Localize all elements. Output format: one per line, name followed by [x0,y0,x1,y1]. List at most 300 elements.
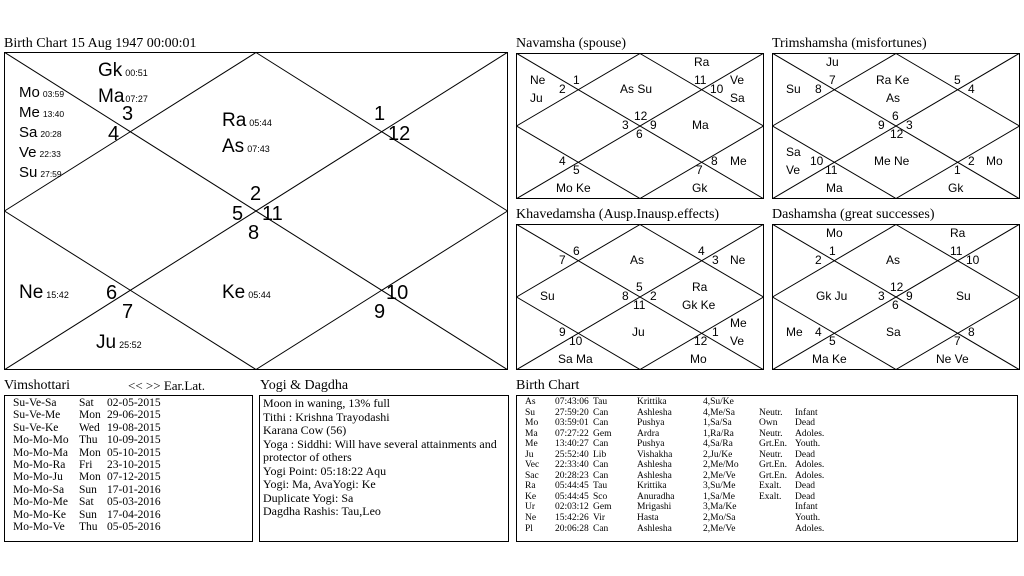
kha-sign-3: 2 [650,289,657,303]
dasha-row[interactable] [13,409,252,421]
dasha-date: 07-12-2015 [107,471,161,484]
main-planet-gk: Gk 00:51 [98,60,148,81]
tri-planet-ju: Ju [826,55,839,69]
planet-cell: Adoles. [795,470,825,481]
tri-sign-8: 8 [815,82,822,96]
nav-sign-6: 10 [710,82,724,96]
yogi-line: Moon in waning, 13% full [263,396,390,410]
planet-cell: 2,Ju/Ke [703,449,733,460]
next-button[interactable]: >> [145,378,161,393]
planet-cell [835,471,845,482]
planet-cell: 4,Su/Ke [703,397,734,407]
nav-planet-ju: Ju [530,91,543,105]
planet-cell: Anuradha [637,491,675,502]
planet-cell [759,397,795,408]
planet-row [525,502,1013,513]
dasha-row[interactable] [13,521,252,533]
tri-sign-11: 2 [968,154,975,168]
planet-cell: 13:40:27 [555,439,589,450]
vimshottari-title: Vimshottari [4,378,71,393]
planet-cell: Own [759,418,778,429]
main-sign-h5: 4 [108,123,120,145]
planet-cell: Ju [525,449,534,460]
planet-cell: Hasta [637,513,659,524]
das-sign-6: 10 [966,253,980,267]
planet-cell: Me [525,439,538,450]
tri-sign-9: 10 [810,154,824,168]
navamsha-chart[interactable] [516,53,764,199]
tri-planet-me-ne: Me Ne [874,154,910,168]
dasha-row[interactable] [13,496,252,508]
main-sign-h8: 7 [122,301,134,323]
dasha-date: 05-03-2016 [107,496,161,509]
kha-planet-gk-ke: Gk Ke [682,298,716,312]
yogi-line: Yoga : Siddhi: Will have several attainments and protector of others [263,436,497,464]
das-sign-11: 8 [968,325,975,339]
planet-cell [835,418,845,429]
kha-planet-sa-ma: Sa Ma [558,352,593,366]
planet-cell: Ardra [637,428,660,439]
planet-cell [835,502,845,513]
trimshamsha-chart[interactable] [772,53,1020,199]
planet-cell [759,513,795,524]
planet-cell: Adoles. [795,460,825,471]
planet-row [525,450,1013,461]
main-planet-ve: Ve 22:33 [19,144,61,161]
das-planet-mo: Mo [826,226,843,240]
planet-cell: 07:43:06 [555,397,589,407]
planet-cell: 07:27:22 [555,428,589,439]
das-sign-3: 9 [906,289,913,303]
planet-cell: Su [525,407,536,418]
planet-cell: Youth. [795,439,821,450]
planet-cell: Tau [593,397,608,407]
kha-planet-ve: Ve [730,334,745,348]
tri-planet-su: Su [786,82,801,96]
planet-cell: Can [593,470,609,481]
yogi-line: Duplicate Yogi: Sa [263,490,354,505]
tri-planet-mo: Mo [986,154,1003,168]
planet-cell: 4,Me/Sa [703,407,735,418]
yogi-line: Karana Cow (56) [263,423,347,437]
das-planet-ne-ve: Ne Ve [936,352,969,366]
dasha-period: Mo-Mo-Me [13,496,68,509]
das-sign-5: 11 [950,244,963,258]
dashamsha-chart[interactable] [772,224,1020,370]
nav-sign-8: 2 [559,82,566,96]
kha-planet-me: Me [730,316,747,330]
dasha-period: Mo-Mo-Sa [13,483,65,496]
planet-cell [795,397,835,408]
planet-cell: Exalt. [759,491,782,502]
dasha-period: Su-Ve-Ke [13,421,59,434]
planet-cell: 15:42:26 [555,513,589,524]
planet-row [525,460,1013,471]
planet-cell: 2,Me/Ve [703,470,736,481]
planet-cell: 2,Mo/Sa [703,513,736,524]
planet-cell [835,481,845,492]
das-sign-2: 3 [878,289,885,303]
planet-cell: 05:44:45 [555,481,589,492]
yogi-line: Tithi : Krishna Trayodashi [263,409,390,424]
main-sign-h9: 8 [248,222,260,244]
dasha-day: Fri [79,459,93,472]
planet-cell: 02:03:12 [555,502,589,513]
nav-planet-gk: Gk [692,181,708,195]
kha-sign-6: 3 [712,253,719,267]
dasha-day: Mon [79,409,101,422]
dasha-row[interactable] [13,509,252,521]
nav-sign-3: 9 [650,118,657,132]
main-sign-h6: 5 [232,203,244,225]
kha-sign-5: 4 [698,244,705,258]
dasha-date: 23-10-2015 [107,459,161,472]
planet-cell: 3,Su/Me [703,481,736,492]
planet-cell: Ashlesha [637,523,672,534]
dasha-date: 19-08-2015 [107,421,161,434]
dasha-row[interactable] [13,447,252,459]
vimshottari-nav [128,378,205,394]
dasha-day: Sun [79,508,97,521]
das-sign-9: 4 [815,325,822,339]
dasha-row[interactable] [13,422,252,434]
nav-sign-4: 6 [636,127,643,141]
planet-cell: Ra [525,481,536,492]
planet-row [525,418,1013,429]
planet-cell: Adoles. [795,523,825,534]
planet-cell: Lib [593,449,607,460]
tri-planet-as: As [886,91,901,105]
yogi-panel [259,395,509,542]
vimshottari-list[interactable] [4,395,253,542]
kha-sign-12: 12 [694,334,708,348]
dasha-period: Su-Ve-Me [13,409,61,422]
das-planet-gk-ju: Gk Ju [816,289,848,303]
main-sign-h3: 12 [388,123,411,145]
planet-row [525,492,1013,503]
planet-row [525,439,1013,450]
planet-cell: Grt.En. [759,460,787,471]
tri-sign-4: 12 [890,127,904,141]
main-planet-su: Su 27:59 [19,164,62,181]
dashamsha-title: Dashamsha (great successes) [772,207,935,222]
das-planet-ra: Ra [950,226,966,240]
planet-cell: Can [593,523,609,534]
planet-cell: Pushya [637,418,665,429]
dasha-day: Thu [79,521,98,534]
main-sign-h11: 10 [386,282,409,304]
main-planet-ju: Ju 25:52 [96,332,142,353]
tri-planet-ma: Ma [826,181,843,195]
planet-cell [835,492,845,503]
nav-sign-9: 4 [559,154,566,168]
tri-sign-2: 9 [878,118,885,132]
planet-cell: 1,Ra/Ra [703,428,734,439]
main-sign-h7: 6 [106,282,118,304]
planet-cell: 1,Sa/Sa [703,418,732,429]
planet-cell: Neutr. [759,428,783,439]
dasha-date: 05-10-2015 [107,446,161,459]
planet-row [525,429,1013,440]
main-planet-ke: Ke 05:44 [222,282,271,303]
kha-planet-ne: Ne [730,253,746,267]
planet-cell: Ur [525,502,536,513]
planet-cell: 3,Ma/Ke [703,502,737,513]
trimshamsha-title: Trimshamsha (misfortunes) [772,36,927,51]
das-sign-10: 5 [829,334,836,348]
tri-planet-sa: Sa [786,145,801,159]
nav-planet-ne: Ne [530,73,546,87]
dasha-period: Mo-Mo-Mo [13,434,69,447]
nav-sign-2: 3 [622,118,629,132]
yogi-line: Yogi Point: 05:18:22 Aqu [263,463,387,478]
planet-cell [835,408,845,419]
planet-cell: Can [593,439,609,450]
planet-cell: Adoles. [795,428,825,439]
dasha-row[interactable] [13,459,252,471]
planet-cell: As [525,397,536,407]
main-planet-mo: Mo 03:59 [19,84,65,101]
planet-cell: Can [593,418,609,429]
dasha-date: 02-05-2015 [107,397,161,409]
dasha-row[interactable] [13,484,252,496]
nav-planet-ve: Ve [730,73,745,87]
planet-cell: Pushya [637,439,665,450]
ear-lat-button[interactable]: Ear.Lat. [163,378,205,393]
planet-cell [759,502,795,513]
dasha-row[interactable] [13,434,252,446]
planet-row [525,471,1013,482]
tri-sign-7: 7 [829,73,836,87]
kha-planet-as: As [630,253,645,267]
planet-cell: Sac [525,470,539,481]
planet-cell: Mo [525,418,539,429]
khavedamsha-chart[interactable] [516,224,764,370]
kha-sign-10: 10 [569,334,583,348]
planet-cell: Neutr. [759,407,783,418]
planet-cell: Ke [525,491,537,502]
nav-sign-12: 7 [696,163,703,177]
dasha-day: Wed [79,421,100,434]
dasha-period: Mo-Mo-Ma [13,446,68,459]
planet-row [525,408,1013,419]
kha-planet-mo: Mo [690,352,707,366]
planet-cell: Vir [593,513,606,524]
planet-cell: Mrigashi [637,502,672,513]
kha-sign-8: 7 [559,253,566,267]
planet-cell: Infant [795,502,818,513]
das-sign-8: 2 [815,253,822,267]
planet-row [525,397,1013,408]
dasha-period: Mo-Mo-Ve [13,521,65,534]
planet-cell: Exalt. [759,481,782,492]
planet-cell: Neutr. [759,449,783,460]
planet-cell: Grt.En. [759,470,787,481]
tri-sign-10: 11 [825,163,838,177]
planet-row [525,524,1013,535]
nav-sign-1: 12 [634,109,648,123]
planet-cell: 20:28:23 [555,470,589,481]
nav-planet-me: Me [730,154,747,168]
planet-cell: 1,Sa/Me [703,491,735,502]
yogi-line: Yogi: Ma, AvaYogi: Ke [263,477,376,491]
planet-row [525,481,1013,492]
planet-cell: Infant [795,407,818,418]
planet-cell: Krittika [637,397,667,407]
nav-planet-as-su: As Su [620,82,653,96]
dasha-date: 17-04-2016 [107,508,161,521]
tri-planet-gk: Gk [948,181,964,195]
planet-cell: 2,Me/Ve [703,523,736,534]
kha-sign-1: 5 [636,280,643,294]
planet-cell: Krittika [637,481,667,492]
das-sign-12: 7 [954,334,961,348]
nav-planet-mo-ke: Mo Ke [556,181,591,195]
main-planet-ne: Ne 15:42 [19,282,69,303]
navamsha-title: Navamsha (spouse) [516,36,627,51]
birth-table [516,395,1018,542]
yogi-line: Dagdha Rashis: Tau,Leo [263,504,381,518]
planet-cell: Tau [593,481,608,492]
dasha-row[interactable] [13,397,252,409]
planet-cell: Vishakha [637,449,673,460]
planet-cell: Dead [795,491,816,502]
das-sign-1: 12 [890,280,904,294]
planet-cell [835,397,845,408]
main-planet-me: Me 13:40 [19,104,65,121]
planet-cell: 4,Sa/Ra [703,439,733,450]
dasha-period: Mo-Mo-Ke [13,508,67,521]
planet-cell: 20:06:28 [555,523,589,534]
planet-cell: Ma [525,428,538,439]
main-planet-ra: Ra 05:44 [222,110,272,131]
planet-cell [835,450,845,461]
tri-sign-1: 6 [892,109,899,123]
planet-cell: Gem [593,502,612,513]
planet-cell: 2,Me/Mo [703,460,739,471]
kha-sign-7: 6 [573,244,580,258]
nav-planet-sa: Sa [730,91,745,105]
kha-sign-2: 8 [622,289,629,303]
planet-cell [759,524,795,535]
das-planet-ma-ke: Ma Ke [812,352,847,366]
main-birth-chart[interactable] [4,52,508,370]
planet-cell: 22:33:40 [555,460,589,471]
dasha-day: Mon [79,471,101,484]
main-planet-ma: Ma07:27 [98,86,148,107]
kha-sign-9: 9 [559,325,566,339]
dasha-date: 10-09-2015 [107,434,161,447]
dasha-day: Thu [79,434,98,447]
dasha-date: 29-06-2015 [107,409,161,422]
main-chart-title: Birth Chart 15 Aug 1947 00:00:01 [4,36,197,51]
prev-button[interactable]: << [128,378,143,393]
planet-cell: Dead [795,481,816,492]
kha-planet-ra: Ra [692,280,708,294]
main-sign-h10: 9 [374,301,386,323]
planet-cell [835,513,845,524]
planet-cell: Sco [593,491,608,502]
planet-cell: Dead [795,449,816,460]
birth-table-title: Birth Chart [516,378,580,393]
tri-sign-12: 1 [954,163,961,177]
planet-cell: Gem [593,428,612,439]
planet-cell: 05:44:45 [555,491,589,502]
nav-planet-ra: Ra [694,55,710,69]
planet-cell: 27:59:20 [555,407,589,418]
planet-cell [835,429,845,440]
tri-planet-ve: Ve [786,163,801,177]
yogi-title: Yogi & Dagdha [260,378,349,393]
kha-planet-su: Su [540,289,555,303]
tri-sign-3: 3 [906,118,913,132]
main-planet-sa: Sa 20:28 [19,124,62,141]
main-sign-h2: 1 [374,103,386,125]
das-planet-as: As [886,253,901,267]
main-sign-h4: 3 [122,103,134,125]
planet-cell [835,524,845,535]
planet-cell: Ne [525,513,537,524]
khavedamsha-title: Khavedamsha (Ausp.Inausp.effects) [516,207,720,222]
planet-cell: Ashlesha [637,460,672,471]
dasha-period: Mo-Mo-Ra [13,459,66,472]
planet-cell [835,439,845,450]
dasha-day: Mon [79,446,101,459]
das-planet-me: Me [786,325,803,339]
dasha-day: Sat [79,397,94,409]
tri-sign-5: 5 [954,73,961,87]
tri-sign-6: 4 [968,82,975,96]
nav-sign-7: 1 [573,73,580,87]
das-sign-4: 6 [892,298,899,312]
planet-row [525,513,1013,524]
nav-sign-10: 5 [573,163,580,177]
tri-planet-ra-ke: Ra Ke [876,73,910,87]
dasha-date: 17-01-2016 [107,483,161,496]
planet-cell: Dead [795,418,816,429]
planet-cell: 25:52:40 [555,449,589,460]
planet-cell: Pl [525,523,533,534]
kha-sign-4: 11 [633,298,646,312]
nav-sign-11: 8 [711,154,718,168]
main-sign-h1: 2 [250,183,262,205]
dasha-day: Sun [79,483,97,496]
nav-planet-ma: Ma [692,118,709,132]
kha-planet-ju: Ju [632,325,645,339]
planet-cell: Ashlesha [637,470,672,481]
planet-cell: Can [593,460,609,471]
kha-sign-11: 1 [712,325,719,339]
planet-cell [835,460,845,471]
dasha-row[interactable] [13,471,252,483]
dasha-period: Mo-Mo-Ju [13,471,63,484]
main-sign-h12: 11 [262,203,283,225]
das-planet-su: Su [956,289,971,303]
dasha-date: 05-05-2016 [107,521,161,534]
dasha-day: Sat [79,496,94,509]
planet-cell: Can [593,407,609,418]
nav-sign-5: 11 [694,73,707,87]
planet-cell: Ashlesha [637,407,672,418]
planet-cell: Vec [525,460,540,471]
planet-cell: 03:59:01 [555,418,589,429]
main-planet-as: As 07:43 [222,136,270,157]
das-planet-sa: Sa [886,325,901,339]
dasha-period: Su-Ve-Sa [13,397,57,409]
planet-cell: Grt.En. [759,439,787,450]
planet-cell: Youth. [795,513,821,524]
das-sign-7: 1 [829,244,836,258]
